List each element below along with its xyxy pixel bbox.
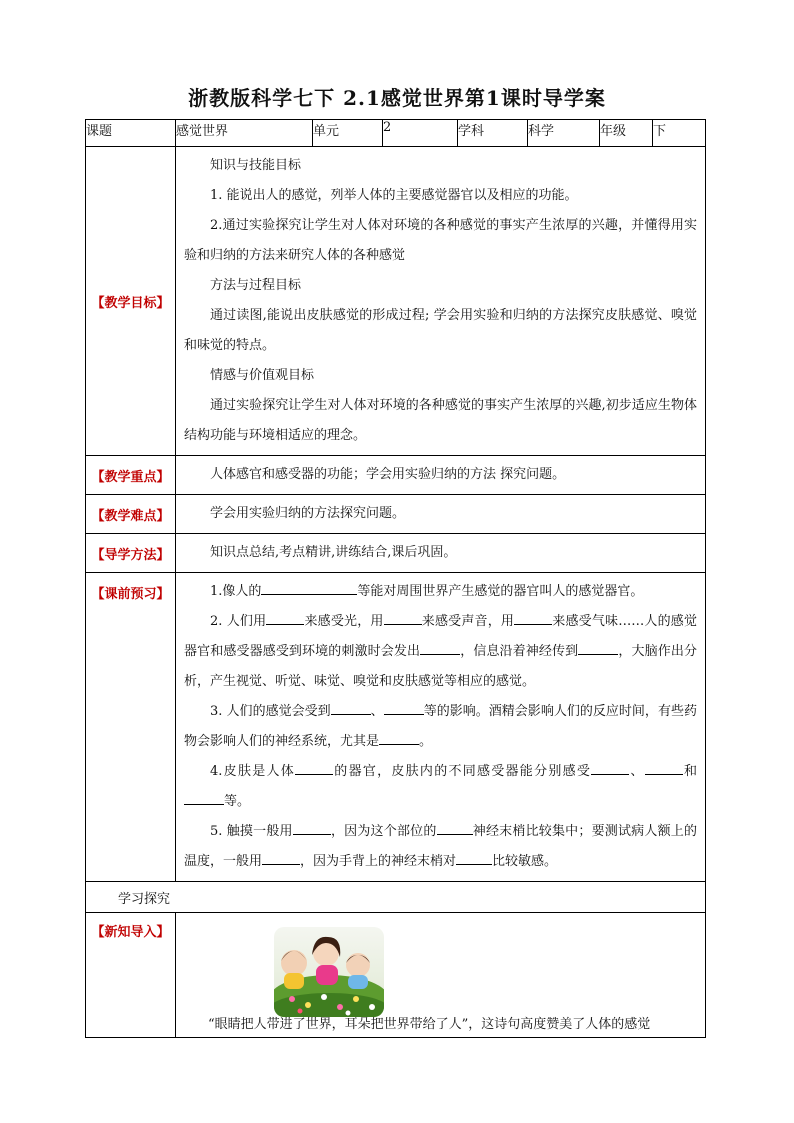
cell-grade-value: 下 <box>653 120 706 147</box>
preview-q5: 5. 触摸一般用 ，因为这个部位的 神经末梢比较集中；要测试病人额上的温度，一般用 ，因为手背上的神经末梢对 比较敏感。 <box>184 817 697 877</box>
cell-grade-label: 年级 <box>600 120 653 147</box>
preview-row <box>86 573 706 882</box>
children-in-flowers-image <box>274 927 384 1017</box>
answer-blank[interactable] <box>420 640 460 655</box>
header-row <box>86 120 706 147</box>
cell-subject-label: 课题 <box>86 120 176 147</box>
intro-label: 【新知导入】 <box>86 913 176 1038</box>
goal-line: 通过实验探究让学生对人体对环境的各种感觉的事实产生浓厚的兴趣,初步适应生物体结构功能与环境相适应的理念。 <box>184 398 697 443</box>
cell-unit-value: 2 <box>383 120 458 147</box>
goal-line: 2.通过实验探究让学生对人体对环境的各种感觉的事实产生浓厚的兴趣，并懂得用实验和归纳的方法来研究人体的各种感觉 <box>184 218 697 263</box>
goal-line: 知识与技能目标 <box>210 158 302 173</box>
answer-blank[interactable] <box>261 580 357 595</box>
answer-blank[interactable] <box>293 820 331 835</box>
answer-blank[interactable] <box>645 760 683 775</box>
answer-blank[interactable] <box>184 790 224 805</box>
method-label: 【导学方法】 <box>86 534 176 573</box>
goal-line: 情感与价值观目标 <box>210 368 315 383</box>
preview-q1: 1.像人的 等能对周围世界产生感觉的器官叫人的感觉器官。 <box>184 577 697 607</box>
answer-blank[interactable] <box>591 760 629 775</box>
answer-blank[interactable] <box>331 700 371 715</box>
answer-blank[interactable] <box>578 640 618 655</box>
goals-label: 【教学目标】 <box>86 147 176 456</box>
answer-blank[interactable] <box>379 730 419 745</box>
goal-line: 通过读图,能说出皮肤感觉的形成过程; 学会用实验和归纳的方法探究皮肤感觉、嗅觉和味觉的特点。 <box>184 308 697 353</box>
answer-blank[interactable] <box>514 610 552 625</box>
difficulty-row <box>86 495 706 534</box>
answer-blank[interactable] <box>456 850 492 865</box>
key-points-text: 人体感官和感受器的功能；学会用实验归纳的方法 探究问题。 <box>210 467 566 482</box>
goal-line: 1. 能说出人的感觉，列举人体的主要感觉器官以及相应的功能。 <box>210 188 578 203</box>
cell-unit-label: 单元 <box>313 120 383 147</box>
cell-discipline-value: 科学 <box>528 120 600 147</box>
intro-content <box>176 913 706 1038</box>
preview-q2: 2. 人们用 来感受光，用 来感受声音，用 来感受气味……人的感觉器官和感受器感受到环境的刺激时会发出 ，信息沿着神经传到 ，大脑作出分析，产生视觉、听觉、味觉、嗅觉和皮肤感觉等相应的感觉。 <box>184 607 697 697</box>
intro-caption: “眼睛把人带进了世界，耳朵把世界带给了人”，这诗句高度赞美了人体的感觉 <box>208 1017 651 1032</box>
method-row <box>86 534 706 573</box>
cell-subject-value: 感觉世界 <box>176 120 313 147</box>
intro-row <box>86 913 706 1038</box>
answer-blank[interactable] <box>266 610 304 625</box>
preview-q3: 3. 人们的感觉会受到 、 等的影响。酒精会影响人们的反应时间，有些药物会影响人们的神经系统，尤其是 。 <box>184 697 697 757</box>
key-points-label: 【教学重点】 <box>86 456 176 495</box>
method-text: 知识点总结,考点精讲,讲练结合,课后巩固。 <box>210 545 457 560</box>
cell-discipline-label: 学科 <box>458 120 528 147</box>
children-illustration-icon <box>274 927 384 1017</box>
page-title: 浙教版科学七下 2.1感觉世界第1课时导学案 <box>188 86 606 110</box>
goals-content <box>176 147 706 456</box>
difficulty-text: 学会用实验归纳的方法探究问题。 <box>210 506 406 521</box>
difficulty-label: 【教学难点】 <box>86 495 176 534</box>
preview-q4: 4.皮肤是人体 的器官，皮肤内的不同感受器能分别感受 、 和等。 <box>184 757 697 817</box>
answer-blank[interactable] <box>262 850 300 865</box>
goals-row <box>86 147 706 456</box>
preview-label: 【课前预习】 <box>86 573 176 882</box>
study-text: 学习探究 <box>86 882 706 913</box>
answer-blank[interactable] <box>384 700 424 715</box>
study-row <box>86 882 706 913</box>
key-points-row <box>86 456 706 495</box>
goal-line: 方法与过程目标 <box>210 278 302 293</box>
answer-blank[interactable] <box>295 760 333 775</box>
preview-content <box>176 573 706 882</box>
lesson-table <box>85 119 706 1038</box>
answer-blank[interactable] <box>437 820 473 835</box>
answer-blank[interactable] <box>384 610 422 625</box>
